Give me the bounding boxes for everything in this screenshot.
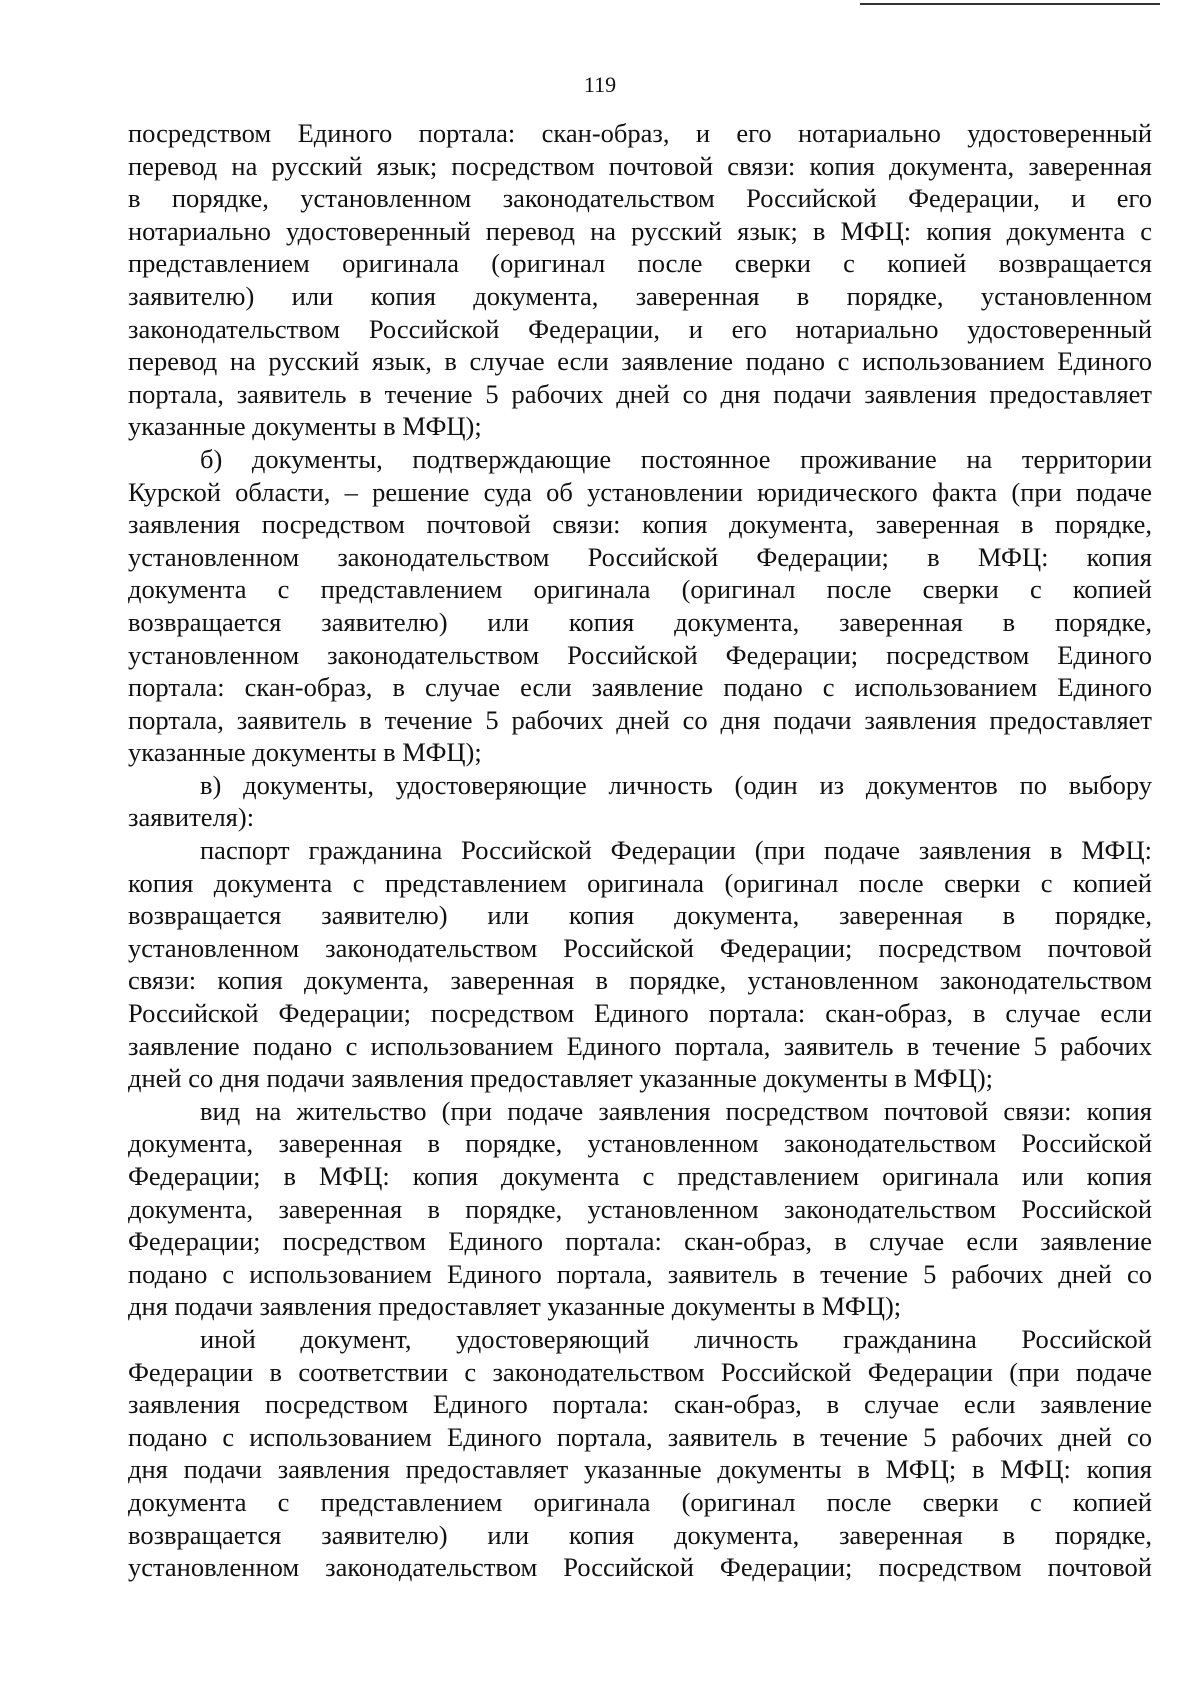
text-line: заявление подано с использованием Единого портала, заявитель в течение 5 рабочих	[128, 1030, 1152, 1061]
text-line: установленном законодательством Российской Федерации; в МФЦ: копия	[128, 541, 1152, 572]
text-line: дня подачи заявления предоставляет указанные документы в МФЦ; в МФЦ: копия	[128, 1454, 1152, 1485]
text-line: заявителя):	[128, 802, 255, 833]
text-line: перевод на русский язык, в случае если заявление подано с использованием Единого	[128, 346, 1152, 377]
text-line: иной документ, удостоверяющий личность гражданина Российской	[200, 1323, 1152, 1354]
text-line: в порядке, установленном законодательством Российской Федерации, и его	[128, 183, 1152, 214]
text-line: Федерации; посредством Единого портала: скан-образ, в случае если заявление	[128, 1226, 1152, 1257]
text-line: портала, заявитель в течение 5 рабочих дней со дня подачи заявления предоставляет	[128, 378, 1152, 409]
text-line: дня подачи заявления предоставляет указанные документы в МФЦ);	[128, 1291, 902, 1322]
text-line: Федерации в соответствии с законодательством Российской Федерации (при подаче	[128, 1356, 1152, 1387]
text-line: законодательством Российской Федерации, и его нотариально удостоверенный	[128, 313, 1152, 344]
text-line: портала: скан-образ, в случае если заявление подано с использованием Единого	[128, 672, 1152, 703]
text-line: возвращается заявителю) или копия документа, заверенная в порядке,	[128, 1519, 1152, 1550]
scan-top-edge-line	[860, 3, 1160, 5]
text-line: Курской области, – решение суда об установлении юридического факта (при подаче	[128, 476, 1152, 507]
text-line: документа с представлением оригинала (оригинал после сверки с копией	[128, 1486, 1152, 1517]
text-line: представлением оригинала (оригинал после сверки с копией возвращается	[128, 248, 1152, 279]
text-line: портала, заявитель в течение 5 рабочих дней со дня подачи заявления предоставляет	[128, 704, 1152, 735]
text-line: Федерации; в МФЦ: копия документа с представлением оригинала или копия	[128, 1161, 1152, 1191]
text-line: установленном законодательством Российской Федерации; посредством почтовой	[128, 932, 1152, 963]
text-line: подано с использованием Единого портала, заявитель в течение 5 рабочих дней со	[128, 1258, 1152, 1289]
text-line: указанные документы в МФЦ);	[128, 737, 482, 768]
text-line: Российской Федерации; посредством Единого портала: скан-образ, в случае если	[128, 998, 1152, 1029]
text-line: документа, заверенная в порядке, установленном законодательством Российской	[128, 1193, 1152, 1224]
text-line: возвращается заявителю) или копия документа, заверенная в порядке,	[128, 606, 1152, 637]
text-line: вид на жительство (при подаче заявления посредством почтовой связи: копия	[200, 1095, 1152, 1126]
text-line: перевод на русский язык; посредством почтовой связи: копия документа, заверенная	[128, 150, 1152, 181]
document-body	[128, 117, 1152, 1584]
text-line: б) документы, подтверждающие постоянное проживание на территории	[200, 443, 1152, 474]
text-line: документа с представлением оригинала (оригинал после сверки с копией	[128, 574, 1152, 605]
text-line: документа, заверенная в порядке, установленном законодательством Российской	[128, 1128, 1152, 1159]
text-line: связи: копия документа, заверенная в порядке, установленном законодательством	[128, 965, 1152, 996]
text-line: в) документы, удостоверяющие личность (один из документов по выбору	[200, 769, 1152, 800]
text-line: возвращается заявителю) или копия документа, заверенная в порядке,	[128, 900, 1152, 931]
text-line: установленном законодательством Российской Федерации; посредством почтовой	[128, 1552, 1152, 1583]
text-line: нотариально удостоверенный перевод на русский язык; в МФЦ: копия документа с	[128, 215, 1152, 246]
text-line: подано с использованием Единого портала, заявитель в течение 5 рабочих дней со	[128, 1421, 1152, 1452]
text-line: заявления посредством Единого портала: скан-образ, в случае если заявление	[128, 1389, 1152, 1420]
text-line: копия документа с представлением оригинала (оригинал после сверки с копией	[128, 867, 1152, 898]
text-line: посредством Единого портала: скан-образ, и его нотариально удостоверенный	[128, 118, 1152, 148]
text-line: заявителю) или копия документа, заверенная в порядке, установленном	[128, 280, 1152, 311]
text-line: дней со дня подачи заявления предоставляет указанные документы в МФЦ);	[128, 1063, 994, 1094]
page-number: 119	[583, 72, 617, 97]
text-line: установленном законодательством Российской Федерации; посредством Единого	[128, 639, 1152, 670]
text-line: указанные документы в МФЦ);	[128, 411, 482, 442]
text-line: паспорт гражданина Российской Федерации (при подаче заявления в МФЦ:	[200, 835, 1152, 866]
text-line: заявления посредством почтовой связи: копия документа, заверенная в порядке,	[128, 509, 1152, 540]
